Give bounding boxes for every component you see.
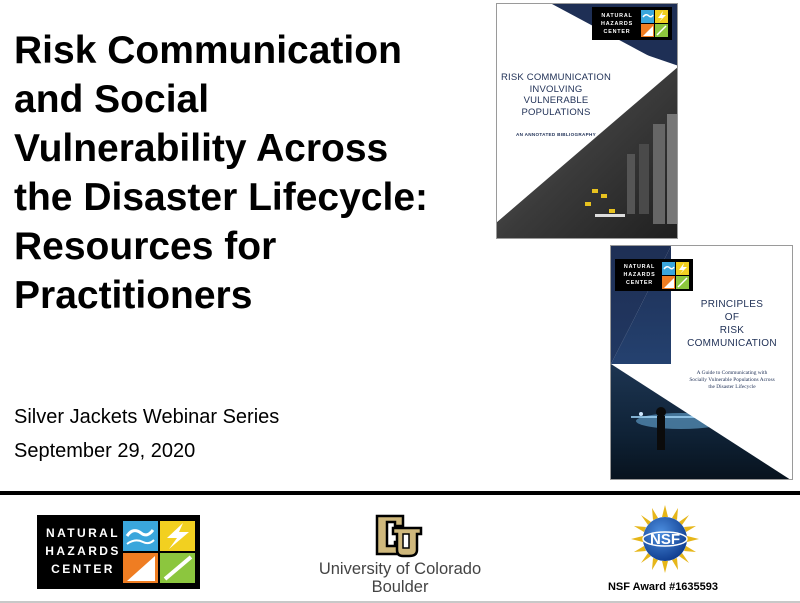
cover1-subtitle: AN ANNOTATED BIBLIOGRAPHY bbox=[516, 132, 596, 137]
cu-campus: Boulder bbox=[371, 578, 429, 596]
logo-text: NATURAL bbox=[46, 526, 120, 540]
cover-title-line: OF bbox=[724, 312, 740, 323]
logo-text: CENTER bbox=[603, 29, 631, 35]
logo-text: HAZARDS bbox=[623, 272, 656, 278]
cover-title-line: VULNERABLE bbox=[523, 95, 589, 106]
nsf-logo-icon bbox=[631, 505, 699, 573]
cu-logo-icon bbox=[373, 512, 425, 558]
cover-title-line: POPULATIONS bbox=[521, 106, 591, 118]
cover-subtitle-line: the Disaster Lifecycle bbox=[708, 384, 756, 390]
cover2-subtitle bbox=[673, 370, 791, 391]
principles-cover bbox=[610, 245, 793, 480]
title-line: Risk Communication bbox=[14, 29, 402, 72]
title-line: Resources for bbox=[14, 225, 277, 268]
logo-text: HAZARDS bbox=[45, 544, 121, 558]
hazards-mark-icon bbox=[662, 262, 690, 289]
natural-hazards-center-logo bbox=[37, 515, 200, 589]
title-line: and Social bbox=[14, 78, 210, 121]
cover-subtitle-line: Socially Vulnerable Populations Across bbox=[689, 377, 775, 383]
slide-title bbox=[14, 26, 494, 320]
logo-text: NATURAL bbox=[601, 13, 633, 19]
logo-text: CENTER bbox=[51, 562, 115, 576]
natural-hazards-logo bbox=[615, 259, 693, 291]
cover-title-line: COMMUNICATION bbox=[687, 338, 777, 349]
logo-text: CENTER bbox=[626, 280, 653, 286]
cover-title-line: RISK bbox=[719, 325, 745, 336]
nsf-logo-text: NSF bbox=[650, 531, 680, 548]
logo-text: NATURAL bbox=[623, 264, 656, 270]
cover2-title bbox=[677, 298, 787, 350]
cover-title-line: PRINCIPLES bbox=[700, 299, 764, 310]
logo-text: HAZARDS bbox=[601, 21, 633, 27]
cover-title-line: INVOLVING bbox=[529, 83, 583, 95]
hazards-mark-icon bbox=[641, 10, 669, 37]
footer-divider bbox=[0, 491, 800, 495]
nsf-award-number: NSF Award #1635593 bbox=[607, 581, 719, 593]
cu-name: University of Colorado bbox=[318, 560, 482, 578]
title-line: the Disaster Lifecycle: bbox=[14, 176, 429, 219]
bibliography-cover bbox=[496, 3, 678, 239]
webinar-series: Silver Jackets Webinar Series bbox=[14, 406, 280, 428]
cover-subtitle-line: A Guide to Communicating with bbox=[696, 370, 768, 376]
natural-hazards-logo bbox=[592, 7, 672, 40]
title-line: Practitioners bbox=[14, 274, 253, 317]
hazards-mark-icon bbox=[123, 521, 195, 583]
cover-title-line: RISK COMMUNICATION bbox=[500, 72, 612, 83]
cover1-title bbox=[497, 72, 615, 118]
webinar-date: September 29, 2020 bbox=[14, 440, 196, 462]
title-line: Vulnerability Across bbox=[14, 127, 389, 170]
